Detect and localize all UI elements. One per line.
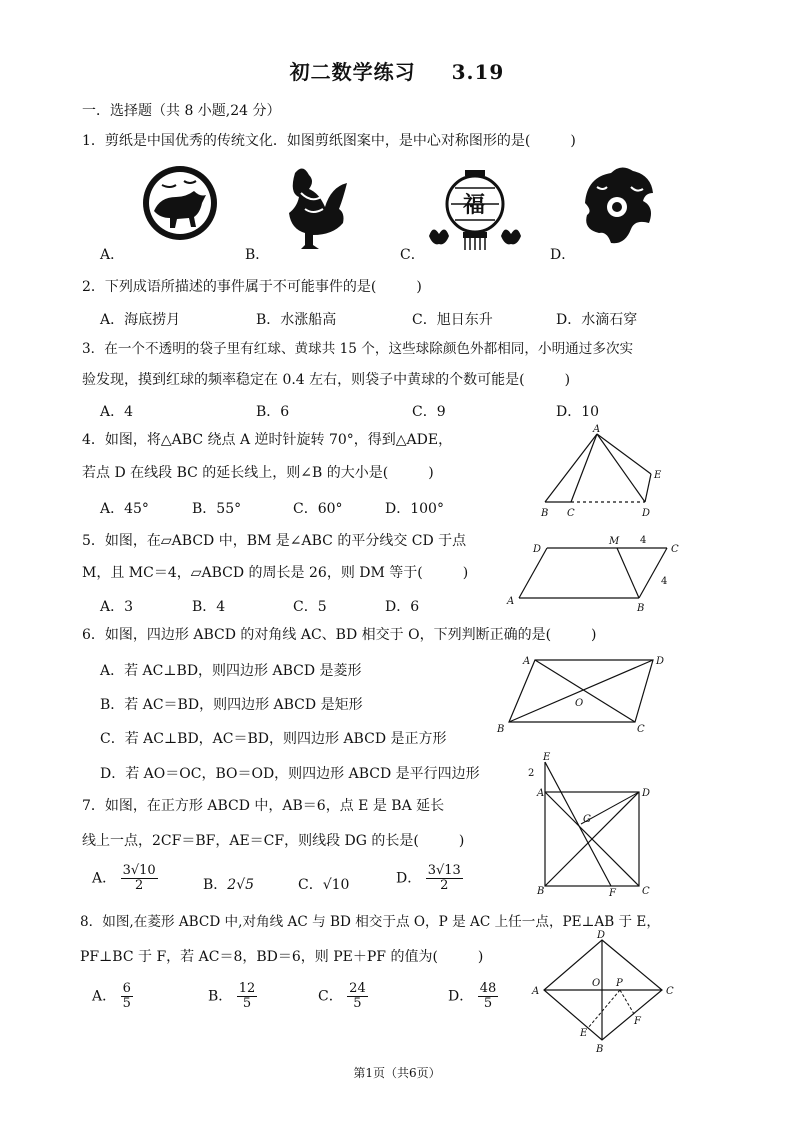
label-p: P (616, 978, 623, 989)
label-c: C (666, 986, 674, 997)
q7-line2: 线上一点，2CF＝BF，AE＝CF，则线段 DG 的长是( ) (82, 833, 465, 849)
papercut-ox-image (132, 165, 228, 241)
label-e: E (543, 752, 551, 763)
label-c: C (637, 724, 645, 735)
lantern-char: 福 (463, 192, 486, 218)
q3-option-a[interactable]: A．4 (100, 404, 134, 420)
label-a: A (532, 986, 540, 997)
q8-option-d[interactable]: D． $\frac{48}{5}$ (448, 981, 497, 1011)
page-footer: 第1页（共6页） (353, 1066, 441, 1080)
note-2: 2 (528, 768, 535, 779)
label-b: B (537, 886, 545, 897)
q6-option-b[interactable]: B．若 AC＝BD，则四边形 ABCD 是矩形 (100, 697, 363, 713)
q5-option-a[interactable]: A．3 (100, 599, 134, 615)
label-a: A (523, 656, 531, 667)
q8-line2: PF⊥BC 于 F，若 AC＝8，BD＝6，则 PE＋PF 的值为( ) (80, 949, 484, 965)
q6-stem: 6．如图，四边形 ABCD 的对角线 AC、BD 相交于 O，下列判断正确的是( ) (82, 627, 597, 643)
q5-line2: M，且 MC＝4，▱ABCD 的周长是 26，则 DM 等于( ) (82, 565, 469, 581)
label-o: O (592, 978, 601, 989)
q1-stem: 1．剪纸是中国优秀的传统文化．如图剪纸图案中，是中心对称图形的是( ) (82, 133, 576, 149)
q7-line1: 7．如图，在正方形 ABCD 中，AB＝6，点 E 是 BA 延长 (82, 798, 445, 814)
q2-option-a[interactable]: A．海底捞月 (100, 312, 181, 328)
q4-line1: 4．如图，将△ABC 绕点 A 逆时针旋转 70°，得到△ADE， (82, 432, 453, 448)
label-d: D (642, 508, 651, 519)
title-main: 初二数学练习 (289, 60, 416, 84)
q8-option-a[interactable]: A． $\frac{6}{5}$ (92, 981, 131, 1011)
title-date: 3.19 (451, 60, 505, 84)
q2-option-d[interactable]: D．水滴石穿 (556, 312, 638, 328)
label-c: C (567, 508, 575, 519)
q4-line2: 若点 D 在线段 BC 的延长线上，则∠B 的大小是( ) (82, 465, 434, 481)
q4-option-c[interactable]: C．60° (293, 501, 343, 517)
q6-figure-quadrilateral (495, 650, 675, 740)
q8-option-b[interactable]: B． $\frac{12}{5}$ (208, 981, 256, 1011)
papercut-lantern-image (425, 168, 525, 252)
q3-option-d[interactable]: D．10 (556, 404, 600, 420)
q5-option-d[interactable]: D．6 (385, 599, 420, 615)
label-b: B (497, 724, 505, 735)
q7-option-d[interactable]: D． $\frac{3√13}{2}$ (396, 863, 461, 893)
label-a: A (537, 788, 545, 799)
q4-option-b[interactable]: B．55° (192, 501, 242, 517)
page-title (0, 56, 794, 85)
label-a: A (507, 596, 515, 607)
label-c: C (671, 544, 679, 555)
papercut-bat-image (575, 163, 659, 251)
q3-line1: 3．在一个不透明的袋子里有红球、黄球共 15 个，这些球除颜色外都相同，小明通过多次实 (82, 341, 634, 357)
q3-line2: 验发现，摸到红球的频率稳定在 0.4 左右，则袋子中黄球的个数可能是( ) (82, 372, 571, 388)
papercut-rooster-image (275, 163, 357, 253)
q7-figure-square (525, 752, 665, 899)
note-4-side: 4 (661, 576, 668, 587)
q8-figure-rhombus (530, 932, 680, 1054)
q1-option-b[interactable]: B． (245, 247, 270, 263)
q4-figure-triangle-rotation (535, 424, 665, 520)
label-o: O (575, 698, 584, 709)
label-d: D (656, 656, 665, 667)
q5-option-c[interactable]: C．5 (293, 599, 327, 615)
q7-option-c[interactable]: C．√10 (298, 877, 350, 893)
label-b: B (541, 508, 549, 519)
q4-option-a[interactable]: A．45° (100, 501, 149, 517)
q6-option-c[interactable]: C．若 AC⊥BD，AC＝BD，则四边形 ABCD 是正方形 (100, 731, 447, 747)
label-e: E (580, 1028, 588, 1039)
label-e: E (654, 470, 662, 481)
label-b: B (596, 1044, 604, 1055)
label-g: G (583, 814, 591, 825)
q8-option-c[interactable]: C． $\frac{24}{5}$ (318, 981, 366, 1011)
q4-option-d[interactable]: D．100° (385, 501, 444, 517)
q6-option-a[interactable]: A．若 AC⊥BD，则四边形 ABCD 是菱形 (100, 663, 362, 679)
q2-option-c[interactable]: C．旭日东升 (412, 312, 493, 328)
label-a: A (593, 424, 601, 435)
label-d: D (642, 788, 651, 799)
section-heading: 一．选择题（共 8 小题,24 分） (82, 103, 281, 119)
q5-line1: 5．如图，在▱ABCD 中，BM 是∠ABC 的平分线交 CD 于点 (82, 533, 467, 549)
q3-option-c[interactable]: C．9 (412, 404, 446, 420)
q6-option-d[interactable]: D．若 AO＝OC，BO＝OD，则四边形 ABCD 是平行四边形 (100, 766, 480, 782)
note-4-top: 4 (640, 535, 647, 546)
q8-line1: 8．如图,在菱形 ABCD 中,对角线 AC 与 BD 相交于点 O，P 是 AC 上任一点，PE⊥AB 于 E， (80, 914, 660, 930)
label-f: F (609, 888, 616, 899)
label-f: F (634, 1016, 641, 1027)
label-d: D (533, 544, 542, 555)
q7-option-b[interactable]: B．2√5 (203, 877, 255, 893)
q2-option-b[interactable]: B．水涨船高 (256, 312, 337, 328)
q3-option-b[interactable]: B．6 (256, 404, 290, 420)
label-d: D (597, 930, 606, 941)
q1-option-a[interactable]: A． (100, 247, 125, 263)
q7-option-a[interactable]: A． $\frac{3√10}{2}$ (92, 863, 156, 893)
q5-option-b[interactable]: B．4 (192, 599, 226, 615)
q1-option-d[interactable]: D． (550, 247, 576, 263)
label-b: B (637, 603, 645, 614)
q2-stem: 2．下列成语所描述的事件属于不可能事件的是( ) (82, 279, 422, 295)
q1-option-c[interactable]: C． (400, 247, 425, 263)
label-m: M (609, 536, 620, 547)
q5-figure-parallelogram (505, 534, 695, 614)
label-c: C (642, 886, 650, 897)
